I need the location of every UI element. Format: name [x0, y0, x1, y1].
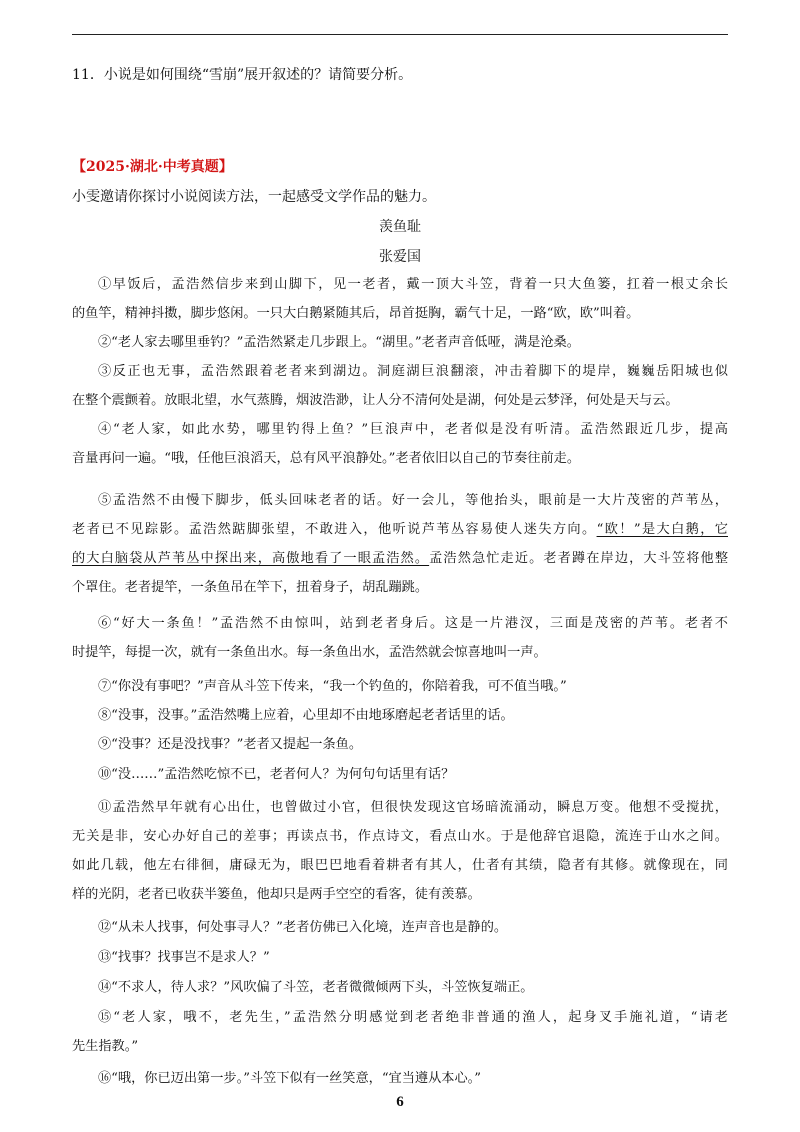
paragraph-4: [72, 415, 728, 473]
text-segment: 孟浩然急忙走近。老者蹲在岸边，大斗笠将他整: [429, 551, 729, 566]
paragraph-1: [72, 270, 728, 328]
text-line: ⑤孟浩然不由慢下脚步，低头回味老者的话。好一会儿，等他抬头，眼前是一大片茂密的芦苇丛，: [98, 493, 728, 508]
text-line: [72, 515, 728, 544]
text-segment: 老者已不见踪影。孟浩然踮脚张望，不敢进入，他听说芦苇丛容易使人迷失方向。: [72, 522, 597, 537]
text-line: ⑦“你没有事吧？”声音从斗笠下传来，“我一个钓鱼的，你陪着我，可不值当哦。”: [98, 679, 567, 694]
text-line: ⑩“没……”孟浩然吃惊不已，老者何人？为何句句话里有话？: [98, 767, 455, 782]
paragraph-14: [72, 973, 728, 1002]
text-line: 无关是非，安心办好自己的差事；再读点书，作点诗文，看点山水。于是他辞官退隐，流连于山水之间。: [72, 829, 728, 844]
page-number: 6: [396, 1094, 404, 1110]
paragraph-6: [72, 609, 728, 667]
question-11: 11．小说是如何围绕“雪崩”展开叙述的？请简要分析。: [72, 67, 413, 83]
story-title: 羡鱼耻: [379, 219, 421, 235]
text-line: ⑥“好大一条鱼！”孟浩然不由惊叫，站到老者身后。这是一片港汊，三面是茂密的芦苇。老者不: [98, 616, 728, 631]
text-line: ④“老人家，如此水势，哪里钓得上鱼？”巨浪声中，老者似是没有听清。孟浩然跟近几步，提高: [98, 422, 728, 437]
text-line: 在整个震颤着。放眼北望，水气蒸腾，烟波浩渺，让人分不清何处是湖，何处是云梦泽，何处是天与云。: [72, 393, 679, 408]
paragraph-5: [72, 486, 728, 602]
paragraph-2: [72, 328, 728, 357]
paragraph-11: [72, 793, 728, 909]
text-line: 时提竿，每提一次，就有一条鱼出水。每一条鱼出水，孟浩然就会惊喜地叫一声。: [72, 645, 547, 660]
text-line: ③反正也无事，孟浩然跟着老者来到湖边。洞庭湖巨浪翻滚，冲击着脚下的堤岸，巍巍岳阳城也似: [98, 364, 728, 379]
text-line: 如此几载，他左右徘徊，庸碌无为，眼巴巴地看着耕者有其人，仕者有其绩，隐者有其修。就像现在，同: [72, 858, 728, 873]
intro-text: 小雯邀请你探讨小说阅读方法，一起感受文学作品的魅力。: [72, 189, 436, 205]
source-tag: 【2025·湖北·中考真题】: [72, 159, 233, 175]
text-line: [72, 544, 728, 573]
paragraph-3: [72, 357, 728, 415]
text-line: 先生指教。”: [72, 1039, 139, 1054]
text-line: 的鱼竿，精神抖擞，脚步悠闲。一只大白鹅紧随其后，昂首挺胸，霸气十足，一路“欧，欧”叫着。: [72, 306, 640, 321]
paragraph-8: [72, 701, 728, 730]
text-line: ②“老人家去哪里垂钓？”孟浩然紧走几步跟上。“湖里。”老者声音低哑，满是沧桑。: [98, 335, 580, 350]
paragraph-12: [72, 913, 728, 942]
text-line: 音量再问一遍。“哦，任他巨浪滔天，总有风平浪静处。”老者依旧以自己的节奏往前走。: [72, 451, 581, 466]
text-line: ⑧“没事，没事。”孟浩然嘴上应着，心里却不由地琢磨起老者话里的话。: [98, 708, 514, 723]
paragraph-15: [72, 1003, 728, 1061]
text-line: ⑫“从未人找事，何处事寻人？”老者仿佛已入化境，连声音也是静的。: [98, 920, 508, 935]
paragraph-7: [72, 672, 728, 701]
text-line: ⑪孟浩然早年就有心出仕，也曾做过小官，但很快发现这官场暗流涌动，瞬息万变。他想不受搅扰，: [98, 800, 728, 815]
text-line: ⑨“没事？还是没找事？”老者又提起一条鱼。: [98, 737, 363, 752]
text-line: ①早饭后，孟浩然信步来到山脚下，见一老者，戴一顶大斗笠，背着一只大鱼篓，扛着一根丈余长: [98, 277, 728, 292]
text-line: ⑮“老人家，哦不，老先生，”孟浩然分明感觉到老者绝非普通的渔人，起身叉手施礼道，“请老: [98, 1010, 728, 1025]
text-line: ⑯“哦，你已迈出第一步。”斗笠下似有一丝笑意，“宜当遵从本心。”: [98, 1071, 482, 1086]
header-rule: [72, 34, 728, 35]
story-author: 张爱国: [379, 249, 421, 265]
underlined-passage: 的大白脑袋从芦苇丛中探出来，高傲地看了一眼孟浩然。: [72, 551, 430, 566]
text-line: 样的光阴，老者已收获半篓鱼，他却只是两手空空的看客，徒有羡慕。: [72, 887, 481, 902]
paragraph-13: [72, 943, 728, 972]
text-line: ⑭“不求人，待人求？”风吹偏了斗笠，老者微微倾两下头，斗笠恢复端正。: [98, 980, 534, 995]
paragraph-16: [72, 1064, 728, 1093]
underlined-passage: “欧！”是大白鹅，它: [596, 522, 728, 537]
paragraph-9: [72, 730, 728, 759]
text-line: ⑬“找事？找事岂不是求人？”: [98, 950, 270, 965]
paragraph-10: [72, 760, 728, 789]
text-line: 个罩住。老者提竿，一条鱼吊在竿下，扭着身子，胡乱蹦跳。: [72, 580, 429, 595]
